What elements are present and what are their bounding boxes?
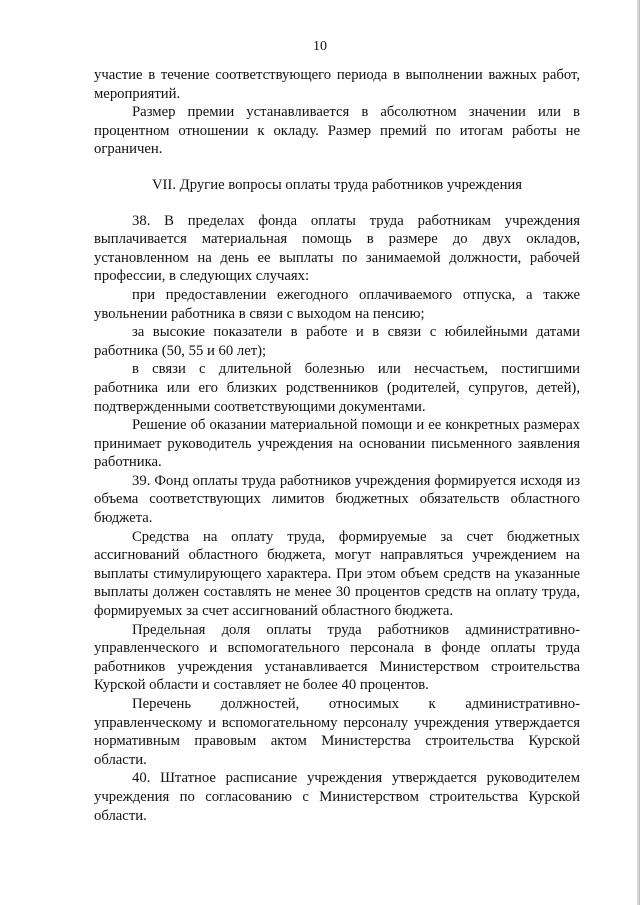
paragraph-38-case-vacation: при предоставлении ежегодного оплачиваемого отпуска, а также увольнении работника в связи с выходом на пенсию;: [94, 286, 580, 322]
paragraph-39-share: Предельная доля оплаты труда работников административно-управленческого и вспомогательного персонала в фонде оплаты труда работников учреждения устанавливается Министерством строительства Курской области и составляет не более 40 процентов.: [94, 621, 580, 694]
paragraph-39-stimulating: Средства на оплату труда, формируемые за счет бюджетных ассигнований областного бюджета, могут направляться учреждением на выплаты стимулирующего характера. При этом объем средств на указанные выплаты должен составлять не менее 30 процентов средств на оплату труда, формируемых за счет ассигнований областного бюджета.: [94, 528, 580, 620]
document-body: [94, 66, 580, 825]
paragraph-38-case-jubilee: за высокие показатели в работе и в связи с юбилейными датами работника (50, 55 и 60 лет);: [94, 324, 580, 359]
section-heading: VII. Другие вопросы оплаты труда работников учреждения: [151, 176, 523, 193]
paragraph-38-intro: 38. В пределах фонда оплаты труда работникам учреждения выплачивается материальная помощь в размере до двух окладов, установленном на день ее выплаты по занимаемой должности, рабочей профессии, в следующих случаях:: [94, 212, 580, 285]
paragraph-38-case-illness: в связи с длительной болезнью или несчастьем, постигшими работника или его близких родственников (родителей, супругов, детей), подтвержденными соответствующими документами.: [94, 361, 580, 415]
paragraph-bonus-size: Размер премии устанавливается в абсолютном значении или в процентном отношении к окладу. Размер премий по итогам работы не ограничен.: [94, 104, 580, 158]
page-number: 10: [313, 39, 327, 54]
paragraph-continuation: участие в течение соответствующего периода в выполнении важных работ, мероприятий.: [94, 67, 580, 102]
paragraph-39-list: Перечень должностей, относимых к административно-управленческому и вспомогательному персоналу учреждения утверждается нормативным правовым актом Министерства строительства Курской области.: [94, 696, 580, 768]
paragraph-38-decision: Решение об оказании материальной помощи и ее конкретных размерах принимает руководитель учреждения на основании письменного заявления работника.: [94, 417, 580, 471]
paragraph-40: 40. Штатное расписание учреждения утверждается руководителем учреждения по согласованию с Министерством строительства Курской области.: [94, 770, 580, 824]
paragraph-39-fund: 39. Фонд оплаты труда работников учреждения формируется исходя из объема соответствующих лимитов бюджетных обязательств областного бюджета.: [94, 472, 580, 527]
